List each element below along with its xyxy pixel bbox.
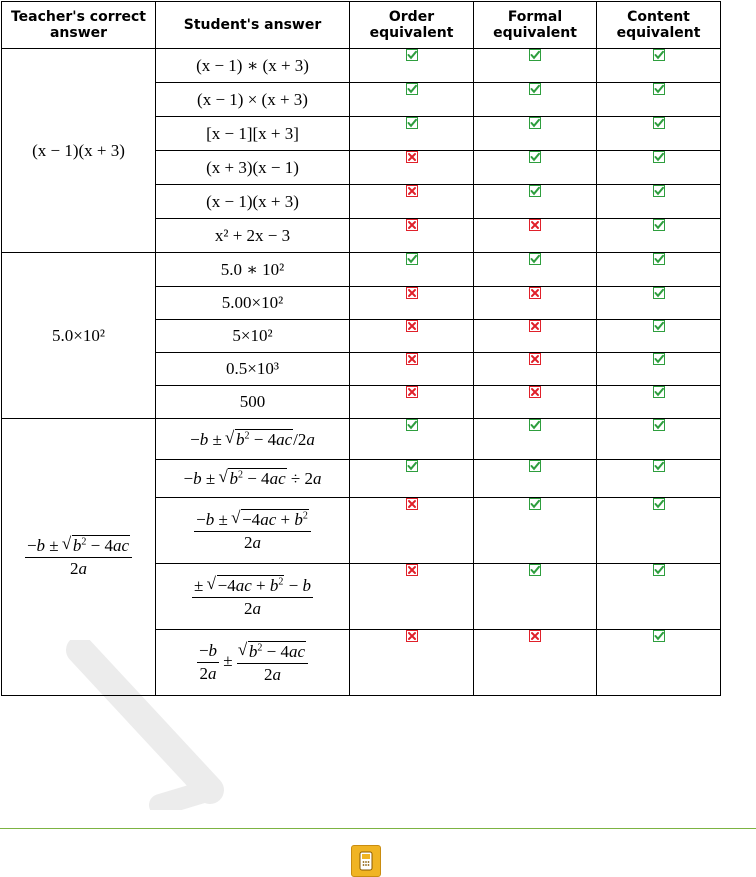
checkbox-cross-icon — [406, 630, 418, 642]
checkbox-check-icon — [406, 460, 418, 472]
checkbox-check-icon — [529, 117, 541, 129]
formal-mark-cell — [474, 219, 597, 253]
equivalence-table — [1, 1, 721, 696]
formal-mark-cell — [474, 83, 597, 117]
checkbox-check-icon — [653, 287, 665, 299]
checkbox-cross-icon — [406, 320, 418, 332]
order-mark-cell — [350, 630, 474, 696]
student-answer: 500 — [239, 392, 266, 411]
student-answer: (x − 1)(x + 3) — [206, 191, 299, 211]
checkbox-check-icon — [529, 49, 541, 61]
checkbox-check-icon — [406, 419, 418, 431]
checkbox-check-icon — [653, 151, 665, 163]
table-row — [2, 419, 721, 460]
checkbox-check-icon — [529, 253, 541, 265]
student-answer-cell — [156, 253, 350, 287]
checkbox-check-icon — [653, 219, 665, 231]
student-answer-cell — [156, 83, 350, 117]
checkbox-cross-icon — [529, 287, 541, 299]
formal-mark-cell — [474, 253, 597, 287]
order-mark-cell — [350, 320, 474, 353]
checkbox-check-icon — [653, 564, 665, 576]
student-answer: (x − 1) ∗ (x + 3) — [196, 55, 309, 75]
order-mark-cell — [350, 219, 474, 253]
teacher-answer-cell — [2, 253, 156, 419]
checkbox-check-icon — [406, 83, 418, 95]
checkbox-check-icon — [653, 353, 665, 365]
content-mark-cell — [597, 253, 721, 287]
header-row — [2, 2, 721, 49]
student-answer-cell — [156, 564, 350, 630]
footer-divider — [0, 828, 756, 829]
student-answer: x² + 2x − 3 — [214, 225, 291, 245]
student-answer: (x + 3)(x − 1) — [206, 157, 299, 177]
order-mark-cell — [350, 353, 474, 386]
student-answer-cell — [156, 185, 350, 219]
checkbox-cross-icon — [529, 219, 541, 231]
checkbox-check-icon — [653, 253, 665, 265]
student-answer-cell — [156, 117, 350, 151]
header-content: Content equivalent — [597, 2, 721, 49]
checkbox-cross-icon — [529, 386, 541, 398]
student-answer-cell — [156, 219, 350, 253]
formal-mark-cell — [474, 49, 597, 83]
table-row — [2, 49, 721, 83]
order-mark-cell — [350, 564, 474, 630]
header-student: Student's answer — [156, 2, 350, 49]
checkbox-cross-icon — [406, 564, 418, 576]
student-answer-cell — [156, 151, 350, 185]
student-answer: −b ± √ $b^2 - 4ac/2a$ — [190, 430, 315, 449]
checkbox-check-icon — [653, 83, 665, 95]
checkbox-check-icon — [529, 460, 541, 472]
formal-mark-cell — [474, 185, 597, 219]
content-mark-cell — [597, 83, 721, 117]
table-row — [2, 253, 721, 287]
checkbox-check-icon — [529, 151, 541, 163]
checkbox-check-icon — [529, 83, 541, 95]
student-answer-cell — [156, 287, 350, 320]
order-mark-cell — [350, 460, 474, 498]
formal-mark-cell — [474, 151, 597, 185]
formal-mark-cell — [474, 630, 597, 696]
checkbox-check-icon — [653, 117, 665, 129]
order-mark-cell — [350, 185, 474, 219]
teacher-answer: 5.0×10² — [52, 325, 105, 345]
student-answer-cell — [156, 419, 350, 460]
checkbox-check-icon — [653, 498, 665, 510]
order-mark-cell — [350, 287, 474, 320]
content-mark-cell — [597, 185, 721, 219]
content-mark-cell — [597, 564, 721, 630]
phone-icon — [351, 845, 381, 877]
content-mark-cell — [597, 498, 721, 564]
checkbox-check-icon — [653, 630, 665, 642]
content-mark-cell — [597, 460, 721, 498]
content-mark-cell — [597, 353, 721, 386]
student-answer-cell — [156, 498, 350, 564]
content-mark-cell — [597, 151, 721, 185]
checkbox-check-icon — [406, 253, 418, 265]
checkbox-cross-icon — [529, 320, 541, 332]
student-answer: $\frac{-b \pm √ -4ac + b^2}{2a}$ — [194, 509, 311, 553]
teacher-answer-cell — [2, 419, 156, 696]
student-answer-cell — [156, 386, 350, 419]
checkbox-check-icon — [529, 419, 541, 431]
formal-mark-cell — [474, 564, 597, 630]
checkbox-cross-icon — [406, 151, 418, 163]
order-mark-cell — [350, 419, 474, 460]
student-answer: −b ± √ $b^2 - 4ac \div 2a$ — [184, 469, 322, 488]
checkbox-check-icon — [653, 320, 665, 332]
checkbox-check-icon — [653, 419, 665, 431]
checkbox-check-icon — [406, 117, 418, 129]
content-mark-cell — [597, 219, 721, 253]
content-mark-cell — [597, 49, 721, 83]
checkbox-cross-icon — [406, 498, 418, 510]
student-answer-cell — [156, 353, 350, 386]
formal-mark-cell — [474, 460, 597, 498]
content-mark-cell — [597, 386, 721, 419]
checkbox-check-icon — [653, 460, 665, 472]
content-mark-cell — [597, 287, 721, 320]
student-answer-cell — [156, 460, 350, 498]
student-answer-cell — [156, 49, 350, 83]
checkbox-cross-icon — [406, 353, 418, 365]
checkbox-cross-icon — [406, 287, 418, 299]
order-mark-cell — [350, 253, 474, 287]
formal-mark-cell — [474, 287, 597, 320]
student-answer: (x − 1) × (x + 3) — [197, 89, 308, 109]
student-answer: 5.0 ∗ 10² — [220, 259, 285, 279]
order-mark-cell — [350, 83, 474, 117]
order-mark-cell — [350, 386, 474, 419]
student-answer: 5×10² — [232, 326, 273, 345]
teacher-answer: (x − 1)(x + 3) — [32, 140, 125, 160]
content-mark-cell — [597, 320, 721, 353]
formal-mark-cell — [474, 386, 597, 419]
checkbox-check-icon — [653, 49, 665, 61]
checkbox-check-icon — [653, 185, 665, 197]
content-mark-cell — [597, 419, 721, 460]
header-order: Order equivalent — [350, 2, 474, 49]
content-mark-cell — [597, 117, 721, 151]
checkbox-cross-icon — [406, 386, 418, 398]
student-answer-cell — [156, 630, 350, 696]
student-answer: 5.00×10² — [221, 293, 284, 312]
content-mark-cell — [597, 630, 721, 696]
checkbox-cross-icon — [406, 219, 418, 231]
student-answer: 0.5×10³ — [226, 359, 279, 378]
formal-mark-cell — [474, 419, 597, 460]
student-answer-cell — [156, 320, 350, 353]
checkbox-check-icon — [529, 185, 541, 197]
checkbox-cross-icon — [406, 185, 418, 197]
checkbox-cross-icon — [529, 353, 541, 365]
formal-mark-cell — [474, 353, 597, 386]
order-mark-cell — [350, 498, 474, 564]
teacher-answer: $\frac{-b \pm √ b^2 - 4ac}{2a}$ — [25, 535, 132, 579]
order-mark-cell — [350, 117, 474, 151]
checkbox-check-icon — [406, 49, 418, 61]
header-teacher: Teacher's correct answer — [2, 2, 156, 49]
checkbox-check-icon — [529, 564, 541, 576]
checkbox-cross-icon — [529, 630, 541, 642]
formal-mark-cell — [474, 117, 597, 151]
student-answer: $\frac{-b}{2a}$ ± √ $\frac{b^2 - 4ac}{2a}$ — [197, 651, 308, 670]
formal-mark-cell — [474, 498, 597, 564]
checkbox-check-icon — [653, 386, 665, 398]
formal-mark-cell — [474, 320, 597, 353]
teacher-answer-cell — [2, 49, 156, 253]
order-mark-cell — [350, 151, 474, 185]
checkbox-check-icon — [529, 498, 541, 510]
order-mark-cell — [350, 49, 474, 83]
student-answer: [x − 1][x + 3] — [206, 123, 299, 143]
header-formal: Formal equivalent — [474, 2, 597, 49]
student-answer: $\frac{\pm √ -4ac + b^2 - b}{2a}$ — [192, 575, 313, 619]
